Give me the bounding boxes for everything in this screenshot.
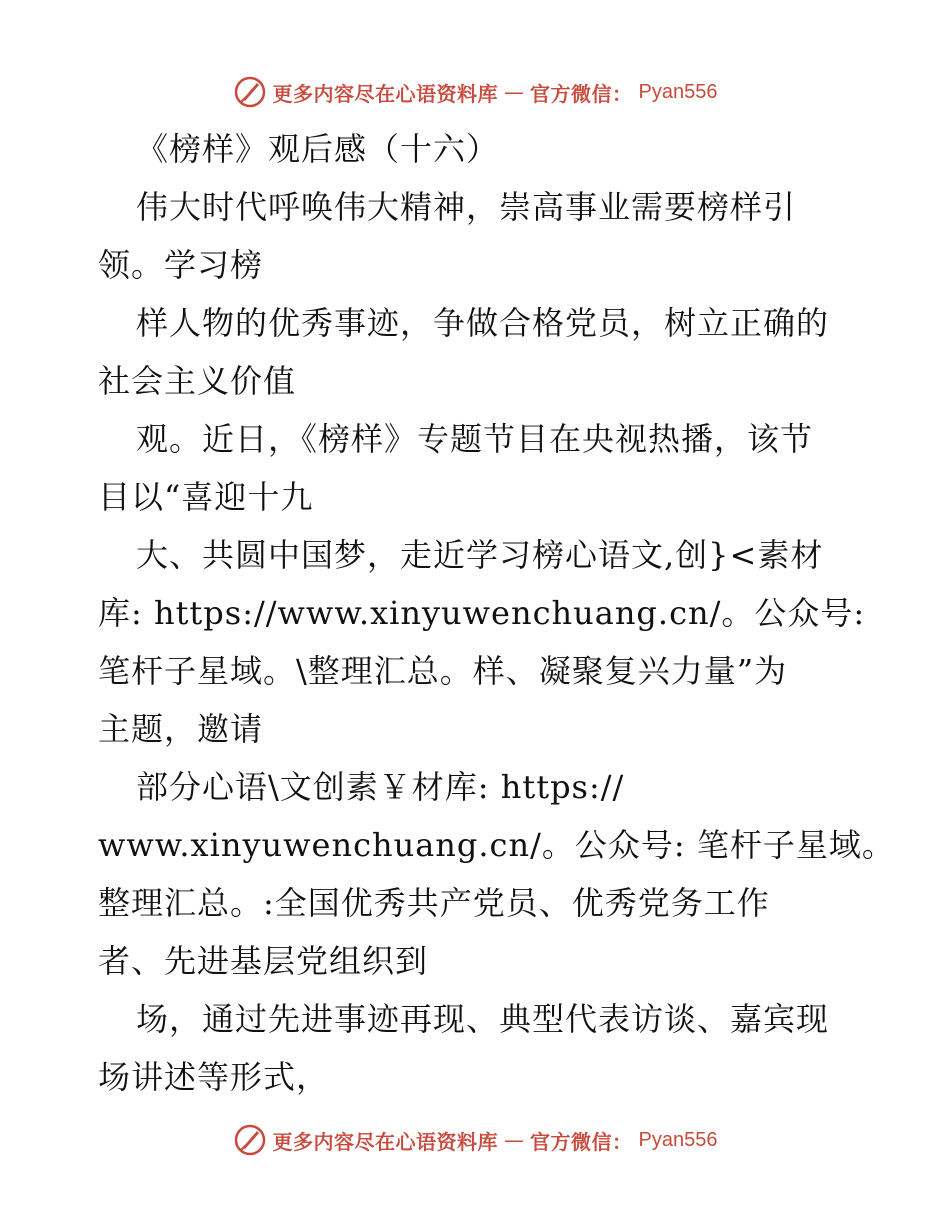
paragraph-line: 伟大时代呼唤伟大精神，崇高事业需要榜样引 <box>136 188 797 226</box>
watermark-wechat-label: 官方微信： <box>530 81 633 106</box>
watermark-separator: — <box>504 80 525 104</box>
watermark-text: 更多内容尽在心语资料库 <box>272 81 499 106</box>
document-body <box>98 120 895 1106</box>
paragraph-line: 场，通过先进事迹再现、典型代表访谈、嘉宾现 <box>136 1000 830 1038</box>
quill-logo-icon <box>233 1123 267 1157</box>
paragraph-line: www.xinyuwenchuang.cn/。公众号: 笔杆子星域。 <box>98 826 895 864</box>
quill-logo-icon <box>233 75 267 109</box>
paragraph-line: 观。近日，《榜样》专题节目在央视热播，该节 <box>136 420 814 458</box>
paragraph-line: 样人物的优秀事迹，争做合格党员，树立正确的 <box>136 304 830 342</box>
watermark-separator: — <box>504 1128 525 1152</box>
paragraph-line: 社会主义价值 <box>98 362 297 400</box>
watermark-text: 更多内容尽在心语资料库 <box>272 1129 499 1154</box>
document-title: 《榜样》观后感（十六） <box>136 130 500 168</box>
paragraph-line: 部分心语\文创素￥材库: https:// <box>136 768 625 806</box>
watermark-group <box>233 75 718 109</box>
paragraph-line: 领。学习榜 <box>98 246 264 284</box>
watermark-wechat-label: 官方微信： <box>530 1129 633 1154</box>
paragraph-line: 主题，邀请 <box>98 710 264 748</box>
paragraph-line: 目以“喜迎十九 <box>98 478 314 516</box>
footer-watermark <box>0 1120 950 1160</box>
header-watermark <box>0 72 950 112</box>
paragraph-line: 大、共圆中国梦，走近学习榜心语文,创}<素材 <box>136 536 824 574</box>
paragraph-line: 库: https://www.xinyuwenchuang.cn/。公众号: <box>98 594 866 632</box>
watermark-wechat-id: Pyan556 <box>638 80 718 103</box>
paragraph-line: 场讲述等形式， <box>98 1058 330 1096</box>
paragraph-line: 整理汇总。:全国优秀共产党员、优秀党务工作 <box>98 884 770 922</box>
watermark-group <box>233 1123 718 1157</box>
paragraph-line: 笔杆子星域。\整理汇总。样、凝聚复兴力量”为 <box>98 652 788 690</box>
watermark-wechat-id: Pyan556 <box>638 1128 718 1151</box>
paragraph-line: 者、先进基层党组织到 <box>98 942 429 980</box>
